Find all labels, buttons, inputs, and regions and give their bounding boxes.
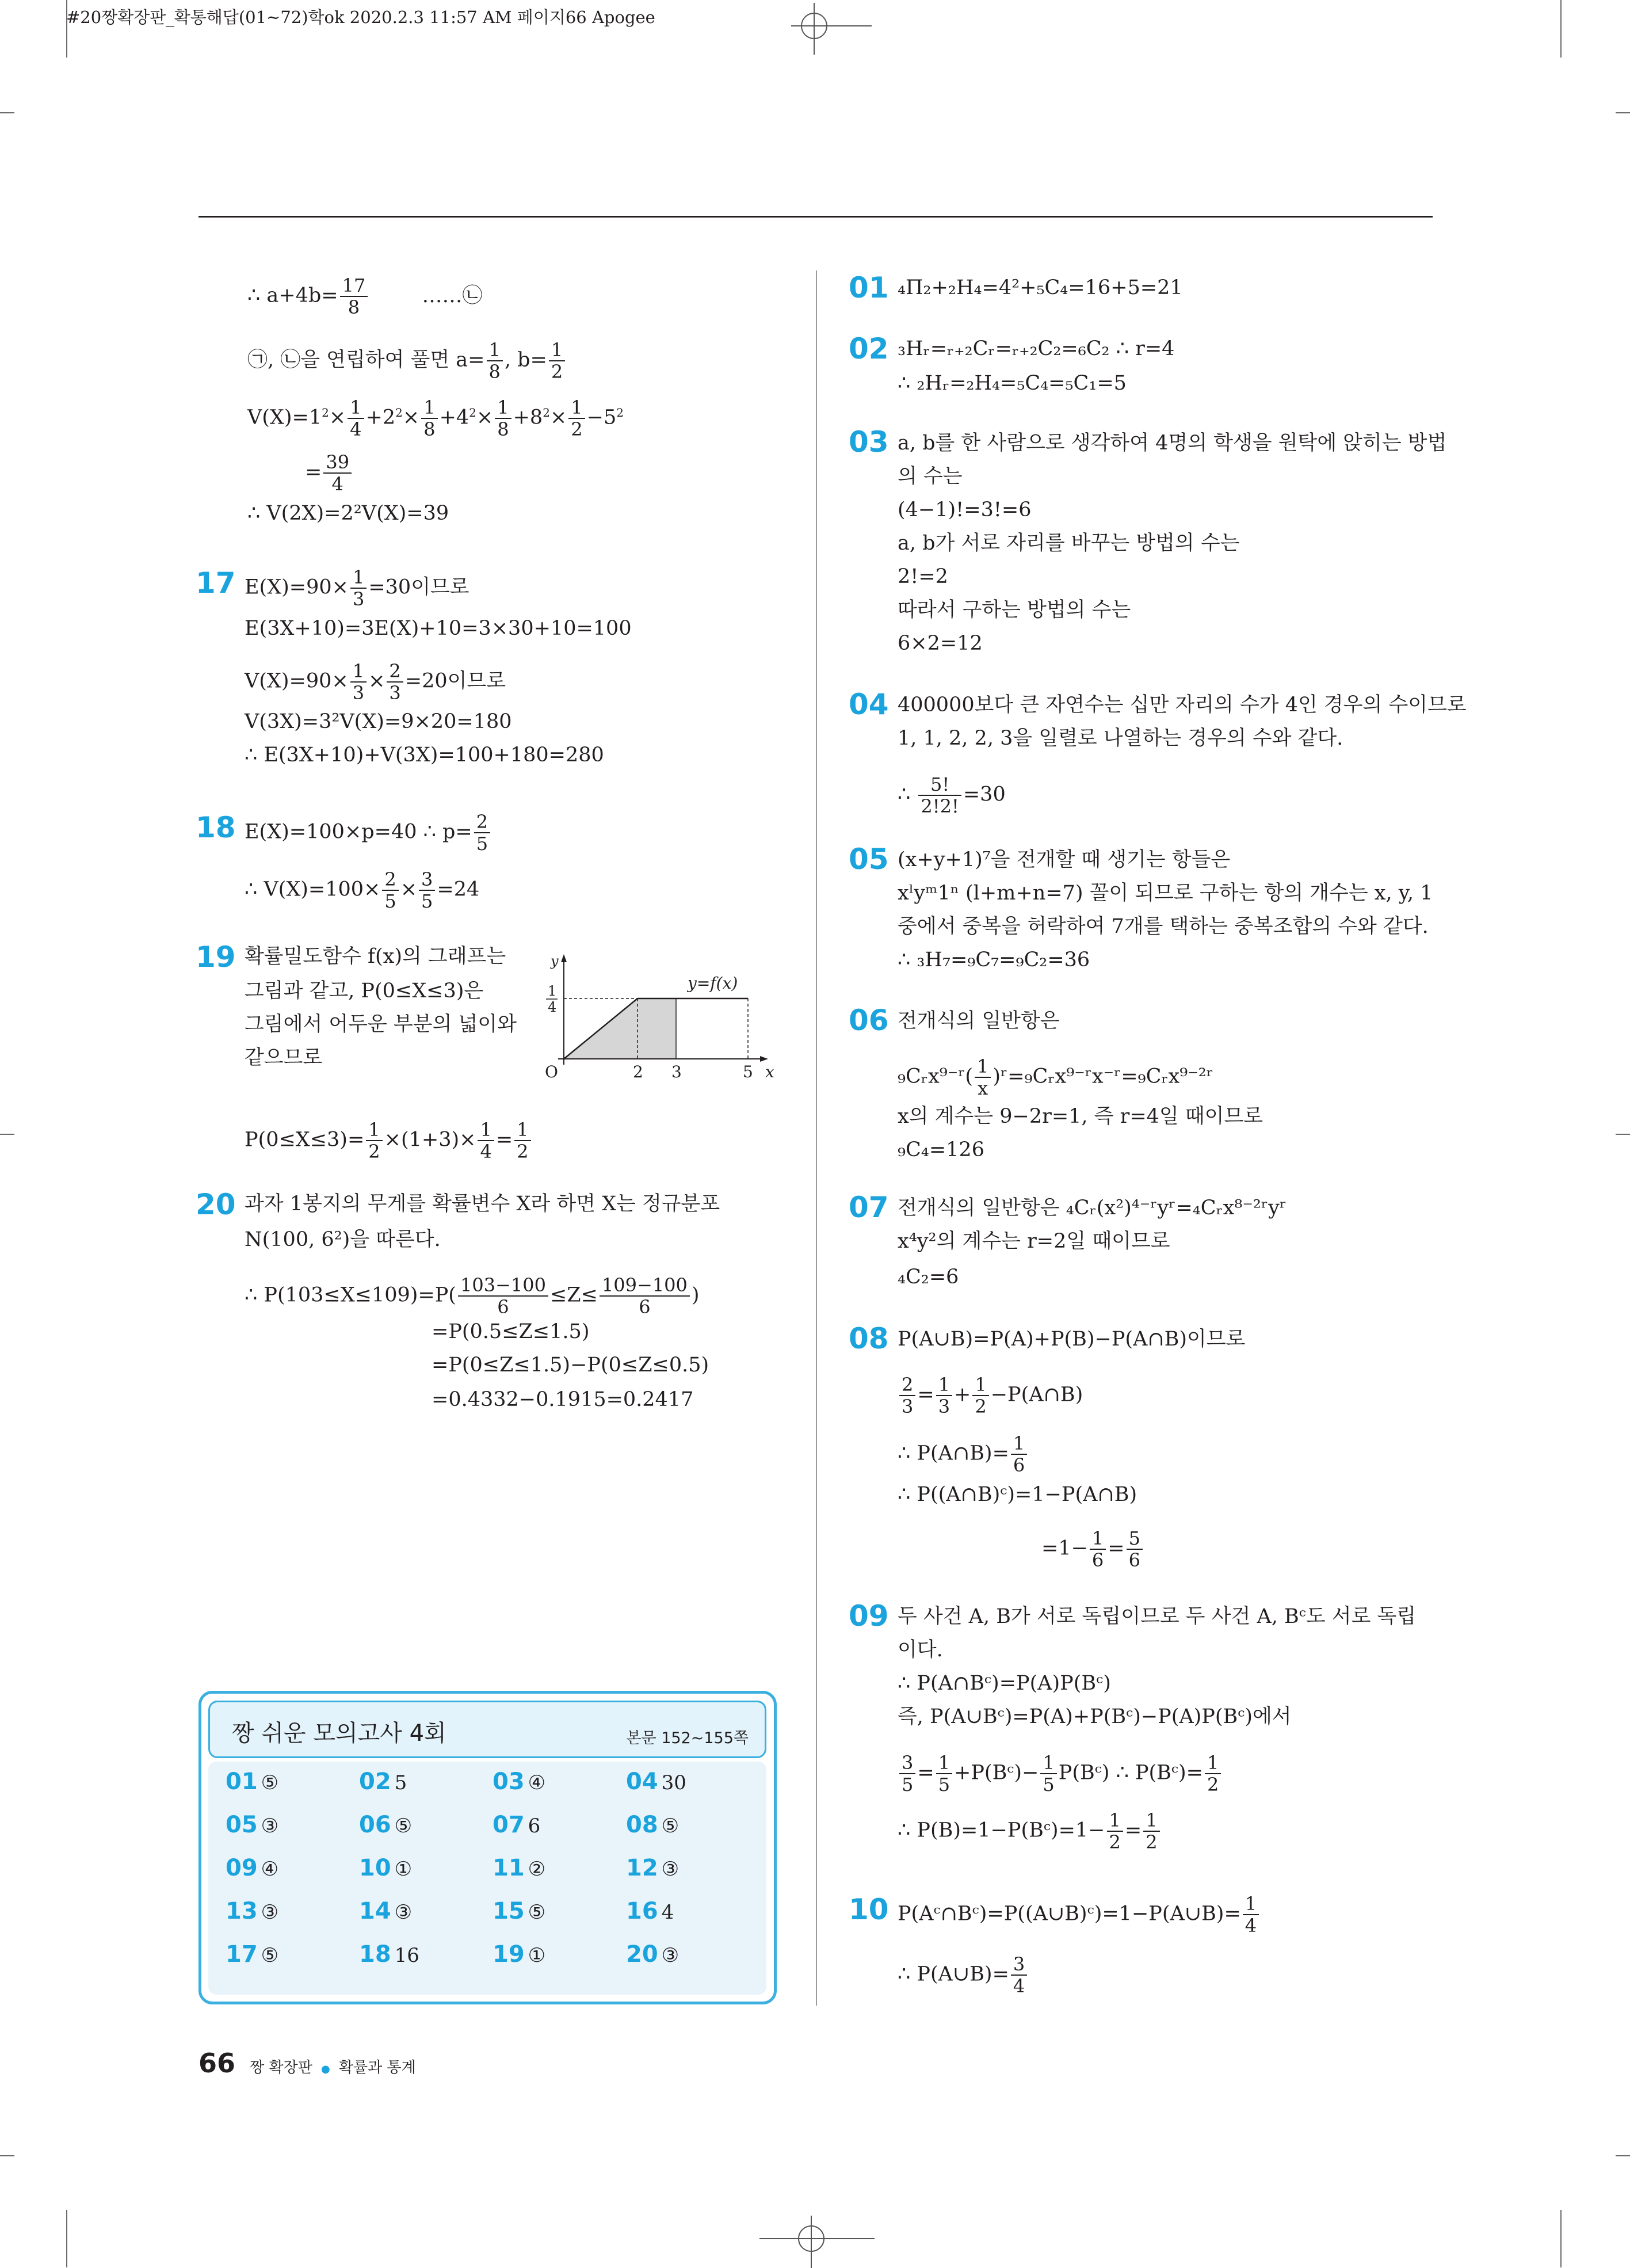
answer-value: ⑤ <box>261 1771 279 1794</box>
q04-line: 1, 1, 2, 2, 3을 일렬로 나열하는 경우의 수와 같다. <box>898 727 1343 750</box>
answer-value: 16 <box>394 1944 419 1967</box>
q07-line: x⁴y²의 계수는 r=2일 때이므로 <box>898 1230 1170 1253</box>
x-tick-3: 3 <box>671 1062 682 1081</box>
answer-item <box>626 1855 679 1881</box>
q03-line: 6×2=12 <box>898 632 983 655</box>
crop-mark <box>1616 2155 1630 2156</box>
q19-line: 확률밀도함수 f(x)의 그래프는 <box>245 945 506 968</box>
crop-mark <box>1616 112 1630 113</box>
book-name: 짱 확장판 <box>250 2059 312 2076</box>
answer-grid <box>208 1762 766 1995</box>
answer-item <box>493 1812 540 1838</box>
question-number: 07 <box>849 1191 889 1224</box>
q03-line: a, b가 서로 자리를 바꾸는 방법의 수는 <box>898 532 1240 555</box>
q09-line: 즉, P(A∪Bᶜ)=P(A)+P(Bᶜ)−P(A)P(Bᶜ)에서 <box>898 1705 1292 1728</box>
answer-item <box>359 1941 419 1968</box>
answer-item <box>359 1898 412 1924</box>
q06-line: ₉C₄=126 <box>898 1138 984 1161</box>
answer-number: 03 <box>493 1768 525 1795</box>
y-tick-numerator: 1 <box>548 983 557 999</box>
answer-box <box>198 1691 777 2004</box>
q10-line: P(Aᶜ∩Bᶜ)=P((A∪B)ᶜ)=1−P(A∪B)= $\frac{1}{4}$ <box>898 1893 1261 1936</box>
answer-number: 09 <box>226 1855 258 1881</box>
answer-item <box>359 1768 407 1795</box>
q17-line: E(X)=90× $\frac{1}{3}$ =30이므로 <box>245 566 469 610</box>
answer-value: ⑤ <box>261 1944 279 1967</box>
question-number: 03 <box>849 425 889 459</box>
question-number: 20 <box>196 1188 236 1221</box>
q09-line: ∴ P(B)=1−P(Bᶜ)=1− $\frac{1}{2}$ = $\frac{1}{2}$ <box>898 1810 1162 1852</box>
crop-mark <box>0 112 14 113</box>
crop-mark <box>1616 1134 1630 1135</box>
answer-number: 08 <box>626 1812 658 1838</box>
answer-number: 02 <box>359 1768 391 1795</box>
q20-line: =P(0≤Z≤1.5)−P(0≤Z≤0.5) <box>432 1354 709 1377</box>
question-number: 05 <box>849 843 889 876</box>
q02-line: ₃Hᵣ=ᵣ₊₂Cᵣ=ᵣ₊₂C₂=₆C₂ ∴ r=4 <box>898 337 1175 360</box>
left-line-3: $V(X)=1^2\times$ $\frac{1}{4}$ $+2^2\times$ $\frac{1}{8}$ $+4^2\times$ $\frac{1}{8}$ $+8^2\times$ $\frac{1}{2}$ $-5^2$ <box>247 397 624 440</box>
answer-item <box>493 1855 545 1881</box>
answer-number: 15 <box>493 1898 525 1924</box>
left-line-4: = $\frac{39}{4}$ <box>305 452 353 494</box>
q19-line: 그림과 같고, P(0≤X≤3)은 <box>245 979 484 1003</box>
answer-number: 10 <box>359 1855 391 1881</box>
q09-line: 두 사건 A, B가 서로 독립이므로 두 사건 A, Bᶜ도 서로 독립 <box>898 1605 1417 1628</box>
q03-line: 따라서 구하는 방법의 수는 <box>898 599 1131 622</box>
density-graph <box>532 950 780 1088</box>
y-axis-label: y <box>551 953 559 969</box>
page-footer <box>198 2048 416 2079</box>
answer-number: 16 <box>626 1898 658 1924</box>
q06-line: ₉Cᵣx⁹⁻ʳ( $\frac{1}{x}$ )ʳ=₉Cᵣx⁹⁻ʳx⁻ʳ=₉Cᵣx⁹⁻²ʳ <box>898 1055 1213 1099</box>
answer-value: ③ <box>661 1944 680 1967</box>
answer-value: ③ <box>261 1815 279 1838</box>
answer-item <box>626 1898 674 1924</box>
answer-number: 14 <box>359 1898 391 1924</box>
answer-box-title: 짱 쉬운 모의고사 4회 <box>232 1720 446 1747</box>
answer-item <box>226 1855 278 1881</box>
answer-value: 4 <box>661 1901 674 1924</box>
answer-number: 17 <box>226 1941 258 1968</box>
answer-value: 30 <box>661 1771 686 1794</box>
answer-value: ① <box>394 1858 413 1881</box>
question-number: 18 <box>196 811 236 844</box>
question-number: 06 <box>849 1004 889 1037</box>
question-number: 10 <box>849 1893 889 1926</box>
question-number: 02 <box>849 332 889 365</box>
q09-line: $\frac{3}{5}$ = $\frac{1}{5}$ +P(Bᶜ)− $\frac{1}{5}$ P(Bᶜ) ∴ P(Bᶜ)= $\frac{1}{2}$ <box>898 1752 1223 1795</box>
q08-line: =1− $\frac{1}{6}$ = $\frac{5}{6}$ <box>1041 1528 1144 1571</box>
q19-line: 그림에서 어두운 부분의 넓이와 <box>245 1013 517 1036</box>
answer-item <box>493 1898 545 1924</box>
print-header: #20짱확장판_확통해답(01~72)학ok 2020.2.3 11:57 AM 페이지66 Apogee <box>66 7 655 27</box>
answer-item <box>493 1941 545 1968</box>
q05-line: 중에서 중복을 허락하여 7개를 택하는 중복조합의 수와 같다. <box>898 915 1429 938</box>
q04-line: 400000보다 큰 자연수는 십만 자리의 수가 4인 경우의 수이므로 <box>898 693 1467 716</box>
q18-line: ∴ V(X)=100× $\frac{2}{5}$ × $\frac{3}{5}$ =24 <box>245 868 480 912</box>
answer-item <box>626 1941 679 1968</box>
answer-item <box>226 1768 278 1795</box>
answer-value: ⑤ <box>661 1815 680 1838</box>
origin-label: O <box>545 1062 558 1081</box>
answer-box-header <box>208 1701 766 1758</box>
crop-mark <box>1560 0 1562 58</box>
q20-line: N(100, 6²)을 따른다. <box>245 1228 441 1251</box>
answer-item <box>359 1855 412 1881</box>
answer-value: ① <box>528 1944 546 1967</box>
crop-mark <box>66 2210 67 2267</box>
q20-line: =0.4332−0.1915=0.2417 <box>432 1388 694 1411</box>
q08-line: ∴ P((A∩B)ᶜ)=1−P(A∩B) <box>898 1483 1137 1506</box>
answer-number: 18 <box>359 1941 391 1968</box>
answer-item <box>226 1898 278 1924</box>
q17-line: V(3X)=3²V(X)=9×20=180 <box>245 710 512 733</box>
q09-line: 이다. <box>898 1638 943 1661</box>
left-line-2: ㉠, ㉡을 연립하여 풀면 a= $\frac{1}{8}$ , b= $\frac{1}{2}$ <box>247 340 567 382</box>
question-number: 17 <box>196 566 236 600</box>
crop-mark <box>0 2155 14 2156</box>
y-tick-denominator: 4 <box>548 999 557 1015</box>
answer-number: 04 <box>626 1768 658 1795</box>
question-number: 01 <box>849 271 889 304</box>
answer-value: 6 <box>528 1815 541 1838</box>
answer-value: ③ <box>394 1901 413 1924</box>
column-divider <box>816 270 817 2006</box>
q03-line: 2!=2 <box>898 565 948 588</box>
question-number: 19 <box>196 940 236 974</box>
q20-line: ∴ P(103≤X≤109)=P( $\frac{103-100}{6}$ ≤Z≤ $\frac{109-100}{6}$ ) <box>245 1274 700 1318</box>
q20-line: =P(0.5≤Z≤1.5) <box>432 1320 590 1343</box>
q05-line: ∴ ₃H₇=₉C₇=₉C₂=36 <box>898 948 1090 971</box>
q17-line: ∴ E(3X+10)+V(3X)=100+180=280 <box>245 744 604 767</box>
x-axis-label: x <box>765 1062 774 1081</box>
top-rule <box>198 216 1433 218</box>
q05-line: xˡyᵐ1ⁿ (l+m+n=7) 꼴이 되므로 구하는 항의 개수는 x, y, 1 <box>898 882 1433 905</box>
answer-number: 07 <box>493 1812 525 1838</box>
q08-line: P(A∪B)=P(A)+P(B)−P(A∩B)이므로 <box>898 1328 1246 1351</box>
answer-value: ⑤ <box>528 1901 546 1924</box>
q03-line: (4−1)!=3!=6 <box>898 498 1032 521</box>
q04-line: ∴ $\frac{5!}{2!2!}$ =30 <box>898 773 1006 817</box>
question-number: 09 <box>849 1599 889 1633</box>
left-line-5: ∴ V(2X)=2²V(X)=39 <box>247 502 449 525</box>
q17-line: V(X)=90× $\frac{1}{3}$ × $\frac{2}{3}$ =20이므로 <box>245 660 506 704</box>
answer-value: ⑤ <box>394 1815 413 1838</box>
answer-value: 5 <box>394 1771 407 1794</box>
crop-mark <box>1560 2210 1562 2267</box>
shaded-region <box>564 998 676 1059</box>
x-tick-5: 5 <box>743 1062 753 1081</box>
answer-number: 19 <box>493 1941 525 1968</box>
q07-line: ₄C₂=6 <box>898 1265 959 1289</box>
q20-line: 과자 1봉지의 무게를 확률변수 X라 하면 X는 정규분포 <box>245 1192 720 1215</box>
answer-number: 01 <box>226 1768 258 1795</box>
q08-line: $\frac{2}{3}$ = $\frac{1}{3}$ + $\frac{1}{2}$ −P(A∩B) <box>898 1374 1083 1417</box>
q19-line: 같으므로 <box>245 1046 323 1069</box>
answer-value: ③ <box>661 1858 680 1881</box>
q03-line: a, b를 한 사람으로 생각하여 4명의 학생을 원탁에 앉히는 방법 <box>898 432 1447 455</box>
page-number: 66 <box>198 2048 236 2079</box>
answer-item <box>493 1768 545 1795</box>
answer-value: ② <box>528 1858 546 1881</box>
answer-item <box>359 1812 412 1838</box>
q09-line: ∴ P(A∩Bᶜ)=P(A)P(Bᶜ) <box>898 1672 1111 1695</box>
q18-line: E(X)=100×p=40 ∴ p= $\frac{2}{5}$ <box>245 811 492 854</box>
q02-line: ∴ ₂Hᵣ=₂H₄=₅C₄=₅C₁=5 <box>898 372 1127 395</box>
answer-box-range: 본문 152~155쪽 <box>626 1729 749 1747</box>
q08-line: ∴ P(A∩B)= $\frac{1}{6}$ <box>898 1433 1029 1476</box>
q19-result: P(0≤X≤3)= $\frac{1}{2}$ ×(1+3)× $\frac{1}{4}$ = $\frac{1}{2}$ <box>245 1119 533 1162</box>
answer-item <box>226 1812 278 1838</box>
fraction: $\frac{17}{8}$ <box>340 275 368 318</box>
x-tick-2: 2 <box>633 1062 643 1081</box>
question-number: 04 <box>849 688 889 721</box>
answer-number: 20 <box>626 1941 658 1968</box>
answer-number: 13 <box>226 1898 258 1924</box>
q07-line: 전개식의 일반항은 ₄Cᵣ(x²)⁴⁻ʳyʳ=₄Cᵣx⁸⁻²ʳyʳ <box>898 1196 1287 1219</box>
q10-line: ∴ P(A∪B)= $\frac{3}{4}$ <box>898 1954 1029 1996</box>
answer-value: ④ <box>261 1858 279 1881</box>
registration-mark <box>791 3 872 55</box>
answer-number: 12 <box>626 1855 658 1881</box>
footer-dot: ● <box>321 2063 330 2075</box>
crop-mark <box>0 1134 14 1135</box>
answer-item <box>626 1812 679 1838</box>
answer-number: 05 <box>226 1812 258 1838</box>
subject-name: 확률과 통계 <box>338 2059 416 2076</box>
q06-line: 전개식의 일반항은 <box>898 1009 1060 1032</box>
q03-line: 의 수는 <box>898 465 963 488</box>
answer-number: 06 <box>359 1812 391 1838</box>
left-line-1: ∴ a+4b= $\frac{17}{8}$ ……㉡ <box>247 275 483 318</box>
q17-line: E(3X+10)=3E(X)+10=3×30+10=100 <box>245 617 632 640</box>
question-number: 08 <box>849 1322 889 1355</box>
function-label: y=f(x) <box>688 974 738 993</box>
q01-line: ₄Π₂+₂H₄=4²+₅C₄=16+5=21 <box>898 276 1183 299</box>
answer-item <box>626 1768 686 1795</box>
registration-mark <box>759 2216 875 2268</box>
answer-value: ③ <box>261 1901 279 1924</box>
q05-line: (x+y+1)⁷을 전개할 때 생기는 항들은 <box>898 848 1231 871</box>
q06-line: x의 계수는 9−2r=1, 즉 r=4일 때이므로 <box>898 1105 1263 1128</box>
answer-number: 11 <box>493 1855 525 1881</box>
answer-value: ④ <box>528 1771 546 1794</box>
answer-item <box>226 1941 278 1968</box>
